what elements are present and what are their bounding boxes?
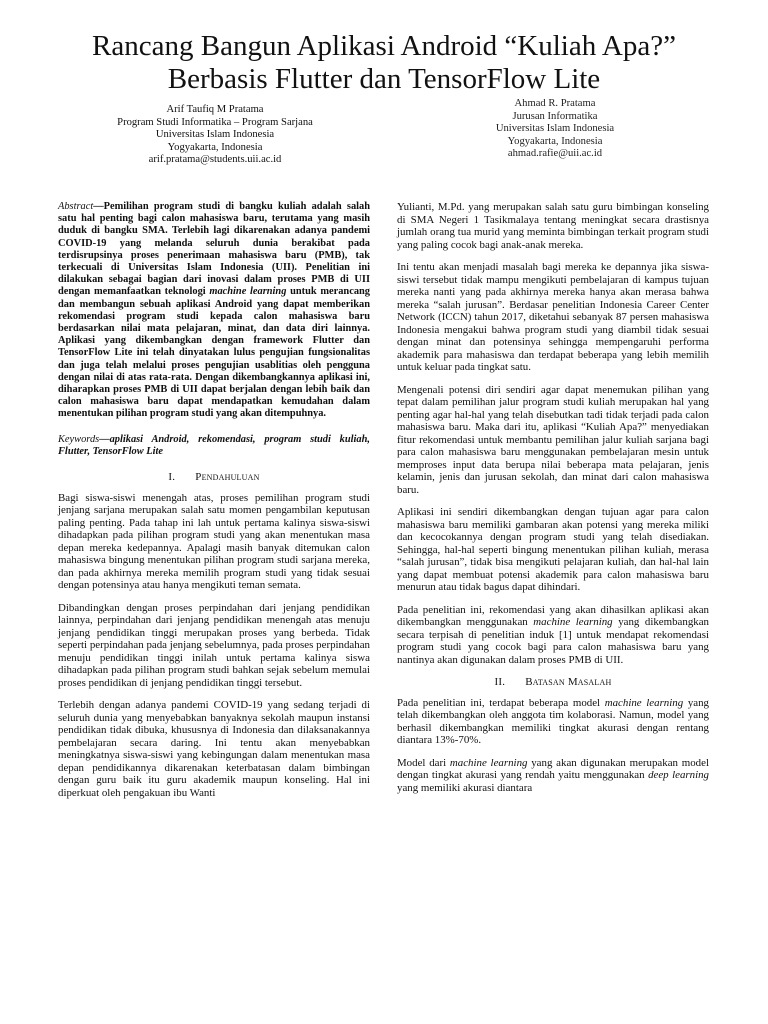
section-heading-1 bbox=[58, 471, 370, 484]
text-em: machine learning bbox=[449, 756, 528, 769]
section-number: I. bbox=[168, 471, 176, 484]
author-city: Yogyakarta, Indonesia bbox=[507, 135, 603, 147]
text-em: machine learning bbox=[604, 696, 684, 709]
paper-title bbox=[30, 30, 738, 96]
keywords bbox=[58, 434, 370, 458]
paragraph bbox=[397, 757, 709, 795]
abstract-em: machine learning bbox=[209, 286, 287, 298]
text-run: Pada penelitian ini, rekomendasi yang akan dihasilkan aplikasi akan dikembangkan menggunakan bbox=[397, 603, 709, 628]
title-line-1: Rancang Bangun Aplikasi Android “Kuliah Apa?” bbox=[92, 30, 676, 62]
paragraph: Terlebih dengan adanya pandemi COVID-19 yang sedang terjadi di seluruh dunia yang menyebabkan banyaknya sekolah maupun instansi pendidikan tidak dibuka, khususnya di Indonesia dan dilaksanakannya pembelajaran secara daring. Ini tentu akan menyebabkan meningkatnya siswa-siswi yang kebingungan dalam menentukan masa depan pendidikannya dikarenakan keterbatasan dalam bimbingan dengan guru baik itu guru akademik maupun konseling. Hal ini diperkuat oleh pengakuan ibu Wanti bbox=[58, 699, 370, 799]
text-run: yang telah dikembangkan oleh anggota tim kolaborasi. Namun, model yang berhasil dikembangkan memiliki tingkat akurasi dengan rentang diantara 13%-70%. bbox=[397, 696, 709, 746]
abstract-text-a: Pemilihan program studi di bangku kuliah adalah salah satu hal penting bagi calon mahasiswa baru, terutama yang masih duduk di bangku SMA. Terlebih lagi dikarenakan adanya pandemi COVID-19 yang melanda seluruh dunia berakibat pada terdisrupsinya proses penerimaan mahasiswa baru (PMB), tak terkecuali di Universitas Islam Indonesia (UII). Penelitian ini dilakukan sebagai bagian dari inovasi dalam proses PMB di UII dengan memanfaatkan teknologi bbox=[58, 201, 370, 298]
author-email: ahmad.rafie@uii.ac.id bbox=[507, 148, 603, 160]
paragraph bbox=[397, 604, 709, 667]
paragraph: Bagi siswa-siswi menengah atas, proses pemilihan program studi jenjang sarjana merupakan salah satu momen pengambilan keputusan paling penting. Pada tahap ini lah untuk pertama kalinya siswa-siswi dihadapkan pada pilihan program studi yang akan menentukan masa depan mereka kedepannya. Apalagi masih banyak ditemukan calon mahasiswa bingung menentukan pilihan program studi sarjana mereka, dan pada akhirnya mereka memilih program studi yang tidak sesuai dengan potensinya atau hanya mengikuti teman semata. bbox=[58, 491, 370, 592]
author-name: Ahmad R. Pratama bbox=[514, 98, 596, 109]
text-em: deep learning bbox=[648, 769, 709, 781]
paragraph bbox=[397, 697, 709, 747]
title-line-2: Berbasis Flutter dan TensorFlow Lite bbox=[167, 63, 601, 95]
text-run: Pada penelitian ini, terdapat beberapa model bbox=[397, 696, 601, 709]
author-block-2 bbox=[430, 98, 680, 161]
right-column bbox=[397, 201, 709, 807]
text-em: machine learning bbox=[533, 616, 613, 628]
text-run: yang akan digunakan merupakan model dengan tingkat akurasi yang rendah yaitu menggunakan bbox=[397, 756, 709, 781]
author-block-1 bbox=[90, 104, 340, 167]
section-title: Pendahuluan bbox=[195, 471, 260, 484]
text-run: yang dikembangkan secara terpisah di penelitian induk [1] untuk mendapat rekomendasi program studi yang cocok bagi para calon mahasiswa baru yang nantinya akan digunakan dalam proses PMB di UII. bbox=[397, 616, 710, 666]
paragraph: Ini tentu akan menjadi masalah bagi mereka ke depannya jika siswa-siswi tersebut tidak mampu mengikuti pembelajaran di kampus tujuan mereka nanti yang pada akhirnya mereka hanya akan merasa bahwa mereka “salah jurusan”. Berdasar penelitian Indonesia Career Center Network (ICCN) tahun 2017, diketahui sebanyak 87 persen mahasiswa Indonesia mengakui bahwa program studi yang diambil tidak sesuai dengan minat dan potensinya sehingga mempengaruhi performa akademik para mahasiswa dan terdapat beberapa yang lebih memilih untuk keluar pada tingkat satu. bbox=[397, 261, 709, 373]
author-city: Yogyakarta, Indonesia bbox=[167, 141, 263, 153]
text-run: yang memiliki akurasi diantara bbox=[397, 781, 533, 794]
left-column bbox=[58, 201, 370, 812]
author-univ: Universitas Islam Indonesia bbox=[155, 129, 275, 141]
abstract-lead: Abstract bbox=[58, 201, 94, 212]
author-univ: Universitas Islam Indonesia bbox=[495, 123, 615, 135]
keywords-text: —aplikasi Android, rekomendasi, program studi kuliah, Flutter, TensorFlow Lite bbox=[58, 433, 370, 457]
paragraph: Yulianti, M.Pd. yang merupakan salah satu guru bimbingan konseling di SMA Negeri 1 Tasikmalaya tentang meningkat secara drastisnya jumlah orang tua murid yang meminta bimbingan terkait program studi yang paling cocok bagi anak-anak mereka. bbox=[397, 201, 709, 251]
abstract-dash: — bbox=[93, 201, 104, 212]
section-title: Batasan Masalah bbox=[525, 676, 612, 688]
keywords-lead: Keywords bbox=[58, 433, 100, 445]
abstract-text-b: untuk merancang dan membangun sebuah aplikasi Android yang dapat memberikan rekomendasi program studi kepada calon mahasiswa baru berdasarkan nilai mata pelajaran, minat, dan data diri lainnya. Aplikasi yang dikembangkan dengan framework Flutter dan TensorFlow Lite ini telah dinyatakan lulus pengujian fungsionalitas dan juga telah melalui proses pengujian usablitias oleh pengguna dengan nilai di atas rata-rata. Dengan dikembangkannya aplikasi ini, diharapkan proses PMB di UII dapat berjalan dengan lebih baik dan calon mahasiswa baru dapat mendapatkan kemudahan dalam menentukan pilihan program studi yang akan ditempuhnya. bbox=[58, 286, 370, 420]
abstract bbox=[58, 201, 370, 421]
paragraph: Mengenali potensi diri sendiri agar dapat menemukan pilihan yang tepat dalam pemilihan jalur program studi kuliah merupakan hal yang penting agar hal-hal yang telah disebutkan tadi tidak terjadi pada calon mahasiswa baru. Maka dari itu, aplikasi “Kuliah Apa?” menyediakan fitur rekomendasi untuk membantu pemilihan jalur kuliah sarjana bagi para calon mahasiswa baru menggunakan pembelajaran mesin untuk memproses input data berupa nilai beberapa mata pelajaran, jenis kelamin, jenis dan jurusan sekolah, dan minat dari calon mahasiswa baru. bbox=[397, 383, 709, 496]
author-dept: Jurusan Informatika bbox=[512, 110, 598, 122]
author-name: Arif Taufiq M Pratama bbox=[166, 104, 264, 115]
text-run: Model dari bbox=[397, 756, 447, 769]
section-number: II. bbox=[494, 676, 506, 688]
paragraph: Dibandingkan dengan proses perpindahan dari jenjang pendidikan lainnya, perpindahan dari jenjang pendidikan menengah atas menuju jenjang pendidikan tinggi merupakan proses yang berbeda. Tidak seperti perpindahan pada jenjang sebelumnya, pada proses perpindahan menuju pendidikan tinggi inilah untuk pertama kalinya siswa dihadapkan pada pilihan program studi bahkan sejak sebelum memulai proses pendidikan di jenjang pendidikan tinggi tersebut. bbox=[58, 601, 370, 689]
author-dept: Program Studi Informatika – Program Sarjana bbox=[117, 116, 313, 128]
author-email: arif.pratama@students.uii.ac.id bbox=[148, 154, 282, 166]
section-heading-2 bbox=[397, 676, 709, 689]
paragraph: Aplikasi ini sendiri dikembangkan dengan tujuan agar para calon mahasiswa baru memiliki gambaran akan potensi yang mereka miliki dan kecocokannya dengan program studi yang telah disediakan. Sehingga, hal-hal seperti bingung menentukan pilihan kuliah, merasa “salah jurusan”, tidak bisa mengikuti pelajaran kuliah, dan hal-hal lain yang dapat membuat potensi akademik para calon mahasiswa baru menurun atau tidak bagus dapat dihindari. bbox=[397, 506, 709, 593]
